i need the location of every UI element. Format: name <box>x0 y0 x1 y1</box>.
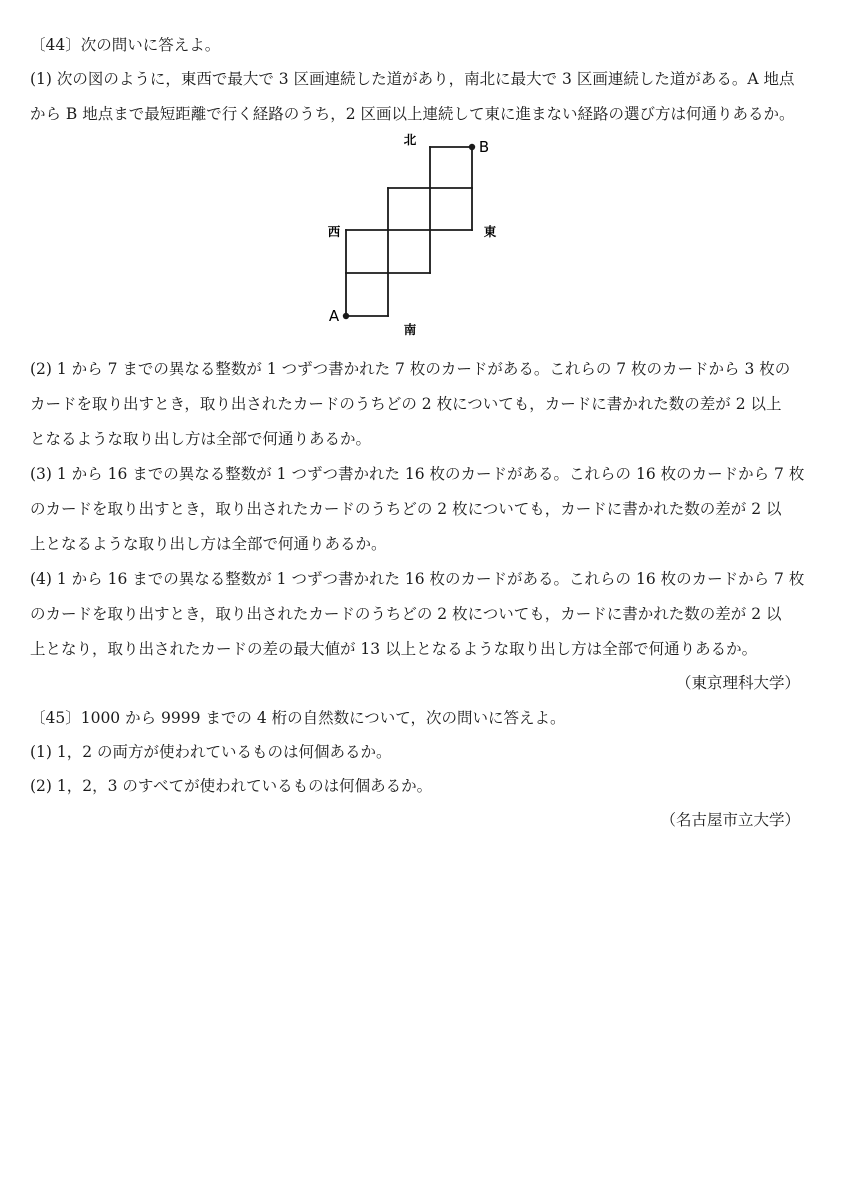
q44-p3-line-3: 上となるような取り出し方は全部で何通りあるか。 <box>30 535 387 553</box>
q44-header: 〔44〕次の問いに答えよ。 <box>30 36 221 54</box>
point-b-label: B <box>478 138 490 156</box>
q44-p1-line-2: から B 地点まで最短距離で行く経路のうち，2 区画以上連続して東に進まない経路の選び方は何通りあるか。 <box>30 105 795 123</box>
point-a-label: A <box>328 307 340 325</box>
q45-p1: (1) 1，2 の両方が使われているものは何個あるか。 <box>30 743 392 761</box>
q44-p2-line-1: (2) 1 から 7 までの異なる整数が 1 つずつ書かれた 7 枚のカードがある。これらの 7 枚のカードから 3 枚の <box>30 360 791 378</box>
q44-p4-line-1: (4) 1 から 16 までの異なる整数が 1 つずつ書かれた 16 枚のカードがある。これらの 16 枚のカードから 7 枚 <box>30 570 805 588</box>
q44-p2-line-2: カードを取り出すとき，取り出されたカードのうちどの 2 枚についても，カードに書かれた数の差が 2 以上 <box>30 395 782 413</box>
q44-p3-line-2: のカードを取り出すとき，取り出されたカードのうちどの 2 枚についても，カードに書かれた数の差が 2 以 <box>30 500 782 518</box>
west-label: 西 <box>327 224 341 239</box>
q44-p4-line-3: 上となり，取り出されたカードの差の最大値が 13 以上となるような取り出し方は全部で何通りあるか。 <box>30 640 758 658</box>
point-a-dot <box>343 313 349 319</box>
north-label: 北 <box>403 132 417 147</box>
point-b-dot <box>469 144 475 150</box>
q45-source: （名古屋市立大学） <box>660 811 800 829</box>
q44-p2-line-3: となるような取り出し方は全部で何通りあるか。 <box>30 430 372 448</box>
grid-route-figure <box>320 128 520 343</box>
q44-p4-line-2: のカードを取り出すとき，取り出されたカードのうちどの 2 枚についても，カードに書かれた数の差が 2 以 <box>30 605 782 623</box>
q44-p3-line-1: (3) 1 から 16 までの異なる整数が 1 つずつ書かれた 16 枚のカードがある。これらの 16 枚のカードから 7 枚 <box>30 465 805 483</box>
q45-p2: (2) 1，2，3 のすべてが使われているものは何個あるか。 <box>30 777 433 795</box>
south-label: 南 <box>403 322 417 337</box>
grid-route-diagram <box>320 128 520 343</box>
east-label: 東 <box>483 224 497 239</box>
q44-p1-line-1: (1) 次の図のように，東西で最大で 3 区画連続した道があり，南北に最大で 3 区画連続した道がある。A 地点 <box>30 70 795 88</box>
q44-source: （東京理科大学） <box>675 674 800 692</box>
q45-header: 〔45〕1000 から 9999 までの 4 桁の自然数について，次の問いに答えよ。 <box>30 709 566 727</box>
